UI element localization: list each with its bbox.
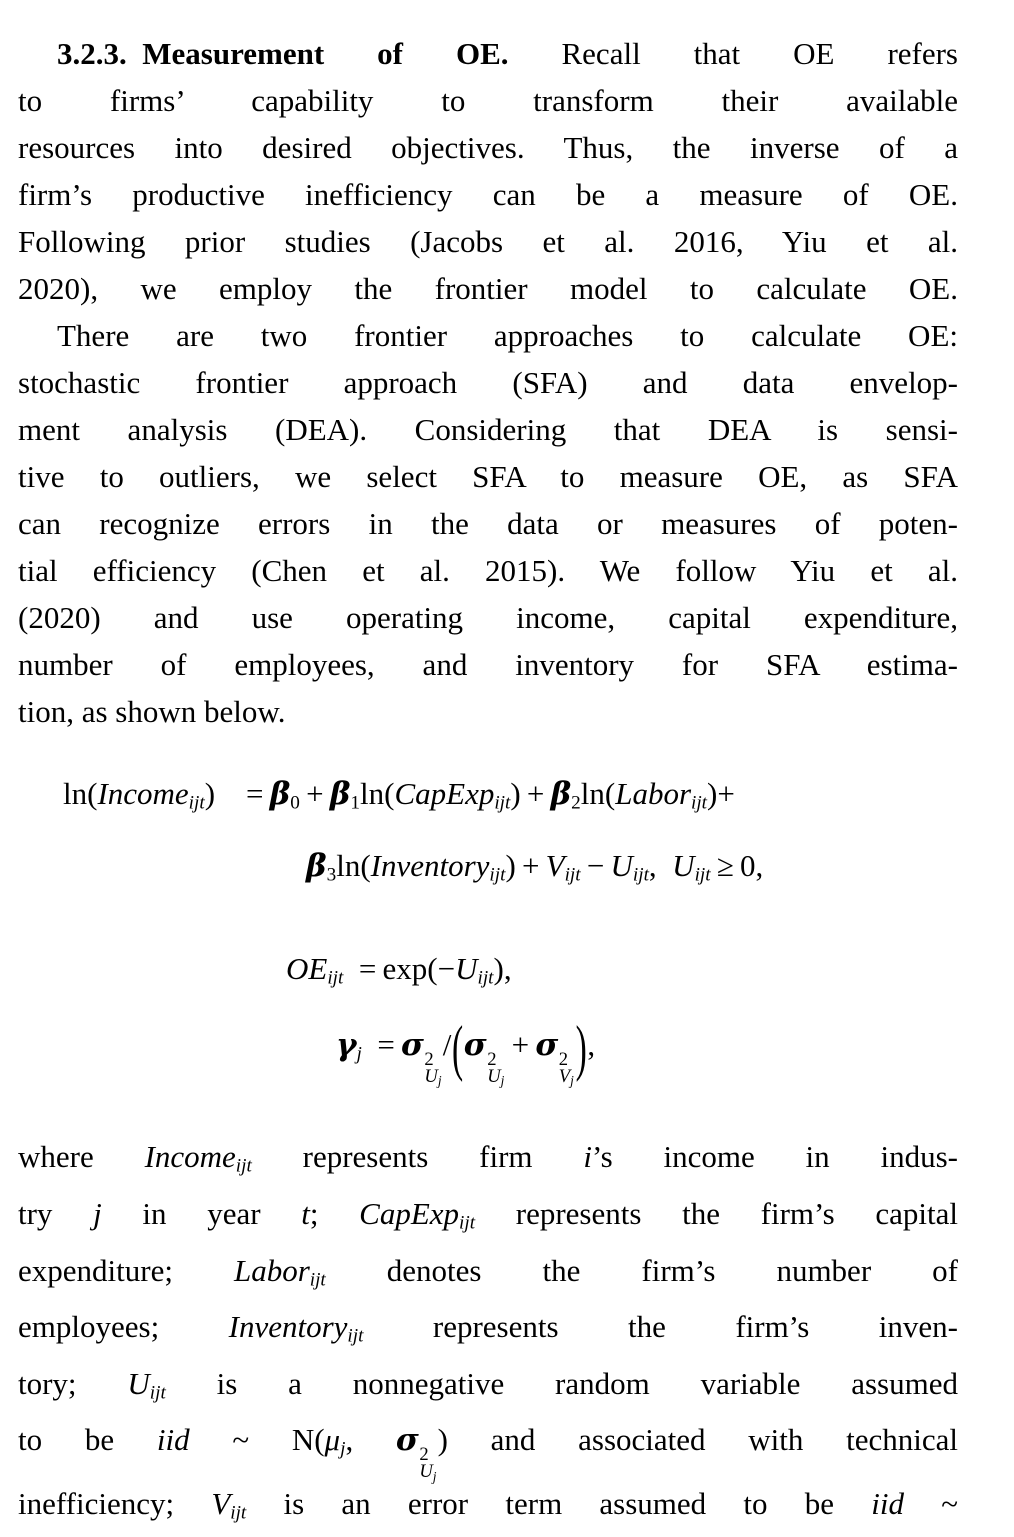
subscript: j bbox=[356, 1043, 362, 1065]
italic-text: iid bbox=[871, 1486, 904, 1522]
eq-sfa-model bbox=[18, 763, 958, 906]
italic-text: Labor bbox=[233, 1252, 310, 1288]
text-line: where Income$_{ijt}$ represents firm i’s income in indus- bbox=[18, 1139, 958, 1178]
greek-symbol: β bbox=[269, 776, 291, 812]
para-measurement-intro bbox=[18, 30, 958, 312]
big-paren: ) bbox=[575, 1014, 587, 1083]
text-line: to firms’ capability to transform their available bbox=[18, 83, 958, 118]
equation-line: $OE_{ijt}$ = $\exp(-U_{ijt})$, bbox=[286, 951, 512, 989]
equation-line: $\beta_3\ln(Inventory_{ijt}) + V_{ijt} - U_{ijt}$, $U_{ijt} \ge 0$, bbox=[306, 847, 764, 886]
eq-oe-gamma bbox=[18, 936, 958, 1087]
italic-text: Inventory bbox=[228, 1309, 348, 1345]
text-line: Following prior studies (Jacobs et al. 2016, Yiu et al. bbox=[18, 224, 958, 259]
subscript: ijt bbox=[347, 1325, 364, 1347]
subscript: 1 bbox=[350, 792, 361, 814]
para-frontier-approaches bbox=[18, 312, 958, 735]
text-line: inefficiency; $V_{ijt}$ is an error term assumed to be iid ~ bbox=[18, 1486, 958, 1524]
greek-symbol: β bbox=[329, 776, 351, 812]
italic-text: iid bbox=[156, 1422, 190, 1458]
subscript: ijt bbox=[632, 864, 649, 886]
subscript: ijt bbox=[230, 1502, 247, 1524]
sup-sub-stack: 2 $U_j$ bbox=[424, 1048, 442, 1089]
text-line: tory; $U_{ijt}$ is a nonnegative random variable assumed bbox=[18, 1365, 958, 1404]
text-line: try j in year t; CapExp$_{ijt}$ represents the firm’s capital bbox=[18, 1196, 958, 1234]
sup-sub-stack: 2 $V_j$ bbox=[558, 1048, 574, 1089]
subscript: ijt bbox=[235, 1156, 252, 1178]
subscript: ijt bbox=[477, 967, 494, 989]
greek-symbol: β bbox=[306, 847, 327, 884]
text-line: 2020), we employ the frontier model to calculate OE. bbox=[18, 271, 958, 306]
italic-text: U bbox=[127, 1365, 150, 1401]
text-line: number of employees, and inventory for SFA estima- bbox=[18, 647, 958, 682]
italic-text: i bbox=[583, 1139, 592, 1175]
italic-text: Income bbox=[144, 1139, 236, 1175]
text-line: 3.2.3. Measurement of OE. Recall that OE refers bbox=[57, 36, 958, 71]
italic-text: U bbox=[610, 847, 633, 883]
italic-text: μ bbox=[324, 1422, 341, 1458]
subscript: ijt bbox=[694, 864, 711, 886]
text-line: tion, as shown below. bbox=[18, 694, 286, 729]
italic-text: OE bbox=[286, 951, 328, 987]
para-variable-definitions bbox=[18, 1133, 958, 1537]
italic-text: U bbox=[455, 951, 478, 987]
text-line: expenditure; Labor$_{ijt}$ denotes the firm’s number of bbox=[18, 1252, 958, 1291]
subscript: ijt bbox=[691, 792, 708, 814]
subscript: ijt bbox=[494, 792, 511, 814]
subscript: 0 bbox=[290, 792, 300, 814]
greek-symbol: σ bbox=[535, 1026, 559, 1063]
subscript: 2 bbox=[571, 792, 581, 814]
italic-text: CapExp bbox=[359, 1196, 460, 1232]
greek-symbol: σ bbox=[395, 1422, 419, 1459]
italic-text: CapExp bbox=[394, 776, 495, 811]
subscript: ijt bbox=[459, 1212, 476, 1234]
italic-text: U bbox=[672, 847, 695, 883]
article-text-column bbox=[18, 30, 958, 1537]
italic-text: t bbox=[301, 1196, 310, 1232]
text-line: resources into desired objectives. Thus, the inverse of a bbox=[18, 130, 958, 165]
italic-text: j bbox=[93, 1196, 102, 1232]
text-line: to be iid ~ $N(\mu_j$, σ 2 $U_j$ ) and associated with technical bbox=[18, 1422, 958, 1484]
subscript: ijt bbox=[489, 864, 506, 886]
text-line: tial efficiency (Chen et al. 2015). We follow Yiu et al. bbox=[18, 553, 958, 588]
text-line: firm’s productive inefficiency can be a measure of OE. bbox=[18, 177, 958, 212]
sup-sub-stack: 2 $U_j$ bbox=[419, 1444, 437, 1484]
subscript: ijt bbox=[188, 792, 205, 814]
italic-text: Inventory bbox=[370, 847, 490, 883]
italic-text: Labor bbox=[615, 776, 692, 811]
equation-line: $\gamma_j$ = σ 2 $U_j$ /(σ 2 $U_j$ + σ 2 $V_j$ ), bbox=[18, 1012, 958, 1088]
greek-symbol: σ bbox=[463, 1026, 487, 1063]
text-line: ment analysis (DEA). Considering that DEA is sensi- bbox=[18, 412, 958, 447]
equation-line: ln(Income$_{ijt}$) = $\beta_0$ + $\beta_1\ln(CapExp_{ijt})$ + $\beta_2\ln(Labor_{ijt})+$ bbox=[63, 776, 735, 814]
text-line: (2020) and use operating income, capital expenditure, bbox=[18, 600, 958, 635]
subscript: ijt bbox=[564, 864, 581, 886]
greek-symbol: β bbox=[550, 776, 572, 812]
text-line: tive to outliers, we select SFA to measure OE, as SFA bbox=[18, 459, 958, 494]
subscript: ijt bbox=[327, 967, 344, 989]
subscript: j bbox=[340, 1439, 346, 1461]
subscript: ijt bbox=[149, 1382, 166, 1404]
sup-sub-stack: 2 $U_j$ bbox=[487, 1048, 505, 1089]
big-paren: ( bbox=[451, 1014, 464, 1083]
subscript: ijt bbox=[309, 1269, 326, 1291]
text-line: stochastic frontier approach (SFA) and data envelop- bbox=[18, 365, 958, 400]
italic-text: Income bbox=[97, 776, 189, 811]
greek-symbol: σ bbox=[401, 1026, 424, 1063]
greek-symbol: γ bbox=[336, 1026, 357, 1063]
text-line: There are two frontier approaches to calculate OE: bbox=[57, 318, 958, 353]
italic-text: V bbox=[545, 847, 565, 883]
bold-text: 3.2.3. Measurement of OE. bbox=[57, 36, 509, 71]
subscript: 3 bbox=[326, 864, 337, 886]
italic-text: V bbox=[211, 1486, 231, 1522]
text-line: can recognize errors in the data or measures of poten- bbox=[18, 506, 958, 541]
text-line: employees; Inventory$_{ijt}$ represents the firm’s inven- bbox=[18, 1309, 959, 1347]
